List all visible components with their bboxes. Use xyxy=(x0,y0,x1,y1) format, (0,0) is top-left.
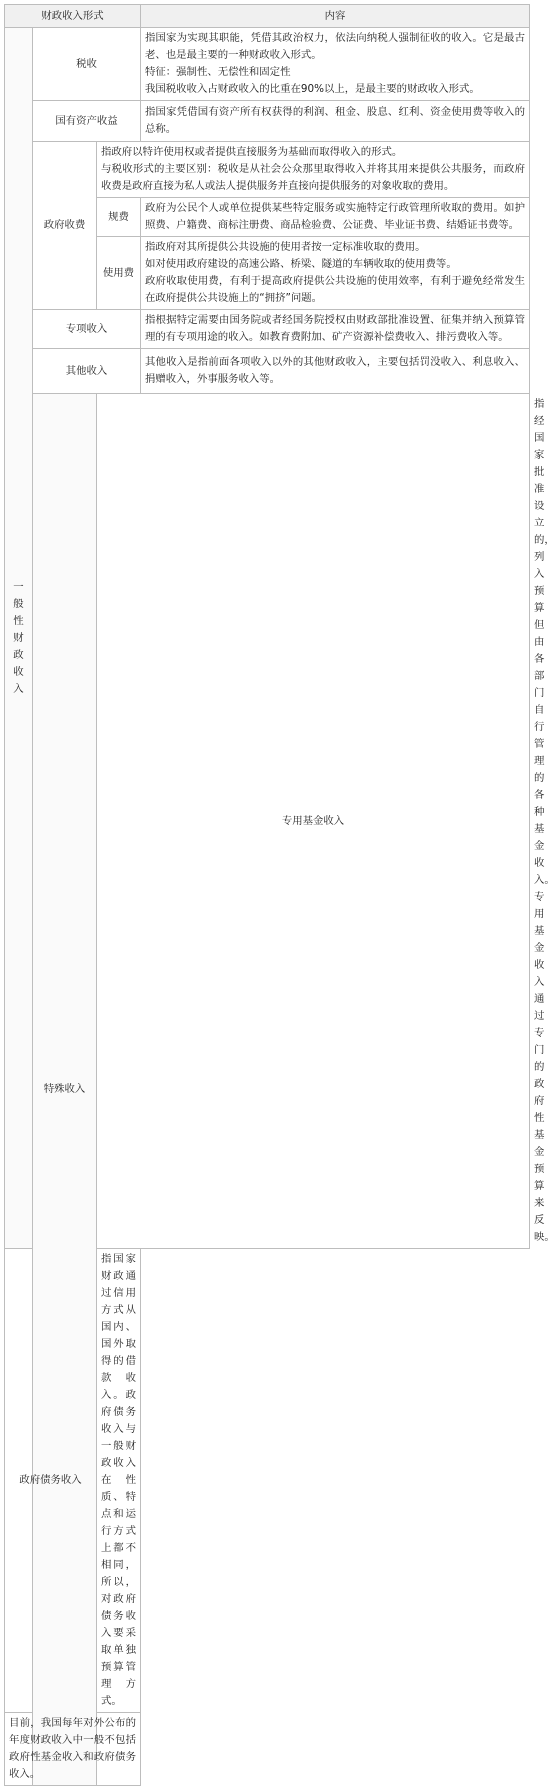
note-content: 目前，我国每年对外公布的年度财政收入中一般不包括政府性基金收入和政府债务收入。 xyxy=(5,1713,141,1786)
row-label-special-project: 专项收入 xyxy=(33,310,141,349)
fees-intro-line-2: 与税收形式的主要区别：税收是从社会公众那里取得收入并将其用来提供公共服务，而政府收费是政府直接为私人或法人提供服务并直接向提供服务的对象收取的费用。 xyxy=(101,163,525,192)
header-content: 内容 xyxy=(141,5,530,28)
user-fee-line-2: 如对使用政府建设的高速公路、桥梁、隧道的车辆收取的使用费等。 xyxy=(145,258,457,270)
table-row-note xyxy=(5,1713,530,1786)
row-label-fees: 政府收费 xyxy=(33,142,97,310)
revenue-table xyxy=(4,4,555,1786)
tax-line-3: 我国税收收入占财政收入的比重在90%以上，是最主要的财政收入形式。 xyxy=(145,83,480,95)
table-row-fund: 特殊收入 专用基金收入 指经国家批准设立的，列入预算但由各部门自行管理的各种基金收入。专用基金收入通过专门的政府性基金预算来反映。 xyxy=(5,394,530,1249)
row-label-state-asset: 国有资产收益 xyxy=(33,101,141,142)
special-project-content: 指根据特定需要由国务院或者经国务院授权由财政部批准设置、征集并纳入预算管理的有专项用途的收入。如教育费附加、矿产资源补偿费收入、排污费收入等。 xyxy=(141,310,530,349)
table-row-state-asset xyxy=(5,101,530,142)
table-row-special-project xyxy=(5,310,530,349)
user-fee-content xyxy=(141,237,530,310)
header-form: 财政收入形式 xyxy=(5,5,141,28)
other-content: 其他收入是指前面各项收入以外的其他财政收入，主要包括罚没收入、利息收入、捐赠收入，外事服务收入等。 xyxy=(141,349,530,394)
row-label-debt: 政府债务收入 xyxy=(5,1249,97,1713)
fees-intro-line-1: 指政府以特许使用权或者提供直接服务为基础而取得收入的形式。 xyxy=(101,146,403,158)
table-header-row xyxy=(5,5,530,28)
row-label-user-fee: 使用费 xyxy=(97,237,141,310)
user-fee-line-3: 政府收取使用费，有利于提高政府提供公共设施的使用效率，有利于避免经常发生在政府提供公共设施上的“拥挤”问题。 xyxy=(145,275,525,304)
category-special: 特殊收入 xyxy=(33,394,97,1786)
regulatory-fee-content: 政府为公民个人或单位提供某些特定服务或实施特定行政管理所收取的费用。如护照费、户籍费、商标注册费、商品检验费、公证费、毕业证书费、结婚证书费等。 xyxy=(141,198,530,237)
table-row-tax xyxy=(5,28,530,101)
table-row-fees-intro xyxy=(5,142,530,198)
row-label-tax: 税收 xyxy=(33,28,141,101)
row-label-other: 其他收入 xyxy=(33,349,141,394)
table-row-other xyxy=(5,349,530,394)
debt-content: 指国家财政通过信用方式从国内、国外取得的借款收入。政府债务收入与一般财政收入在性质、特点和运行方式上都不相同，所以，对政府债务收入要采取单独预算管理方式。 xyxy=(97,1249,141,1713)
user-fee-line-1: 指政府对其所提供公共设施的使用者按一定标准收取的费用。 xyxy=(145,241,426,253)
row-label-fund: 专用基金收入 xyxy=(97,394,530,1249)
state-asset-content: 指国家凭借国有资产所有权获得的利润、租金、股息、红利、资金使用费等收入的总称。 xyxy=(141,101,530,142)
row-label-regulatory-fee: 规费 xyxy=(97,198,141,237)
category-general: 一般性财政收入 xyxy=(5,28,33,1249)
tax-line-1: 指国家为实现其职能，凭借其政治权力，依法向纳税人强制征收的收入。它是最古老、也是最主要的一种财政收入形式。 xyxy=(145,32,525,61)
tax-line-2: 特征：强制性、无偿性和固定性 xyxy=(145,66,291,78)
table-row-debt xyxy=(5,1249,530,1713)
tax-content xyxy=(141,28,530,101)
fees-intro-content xyxy=(97,142,530,198)
